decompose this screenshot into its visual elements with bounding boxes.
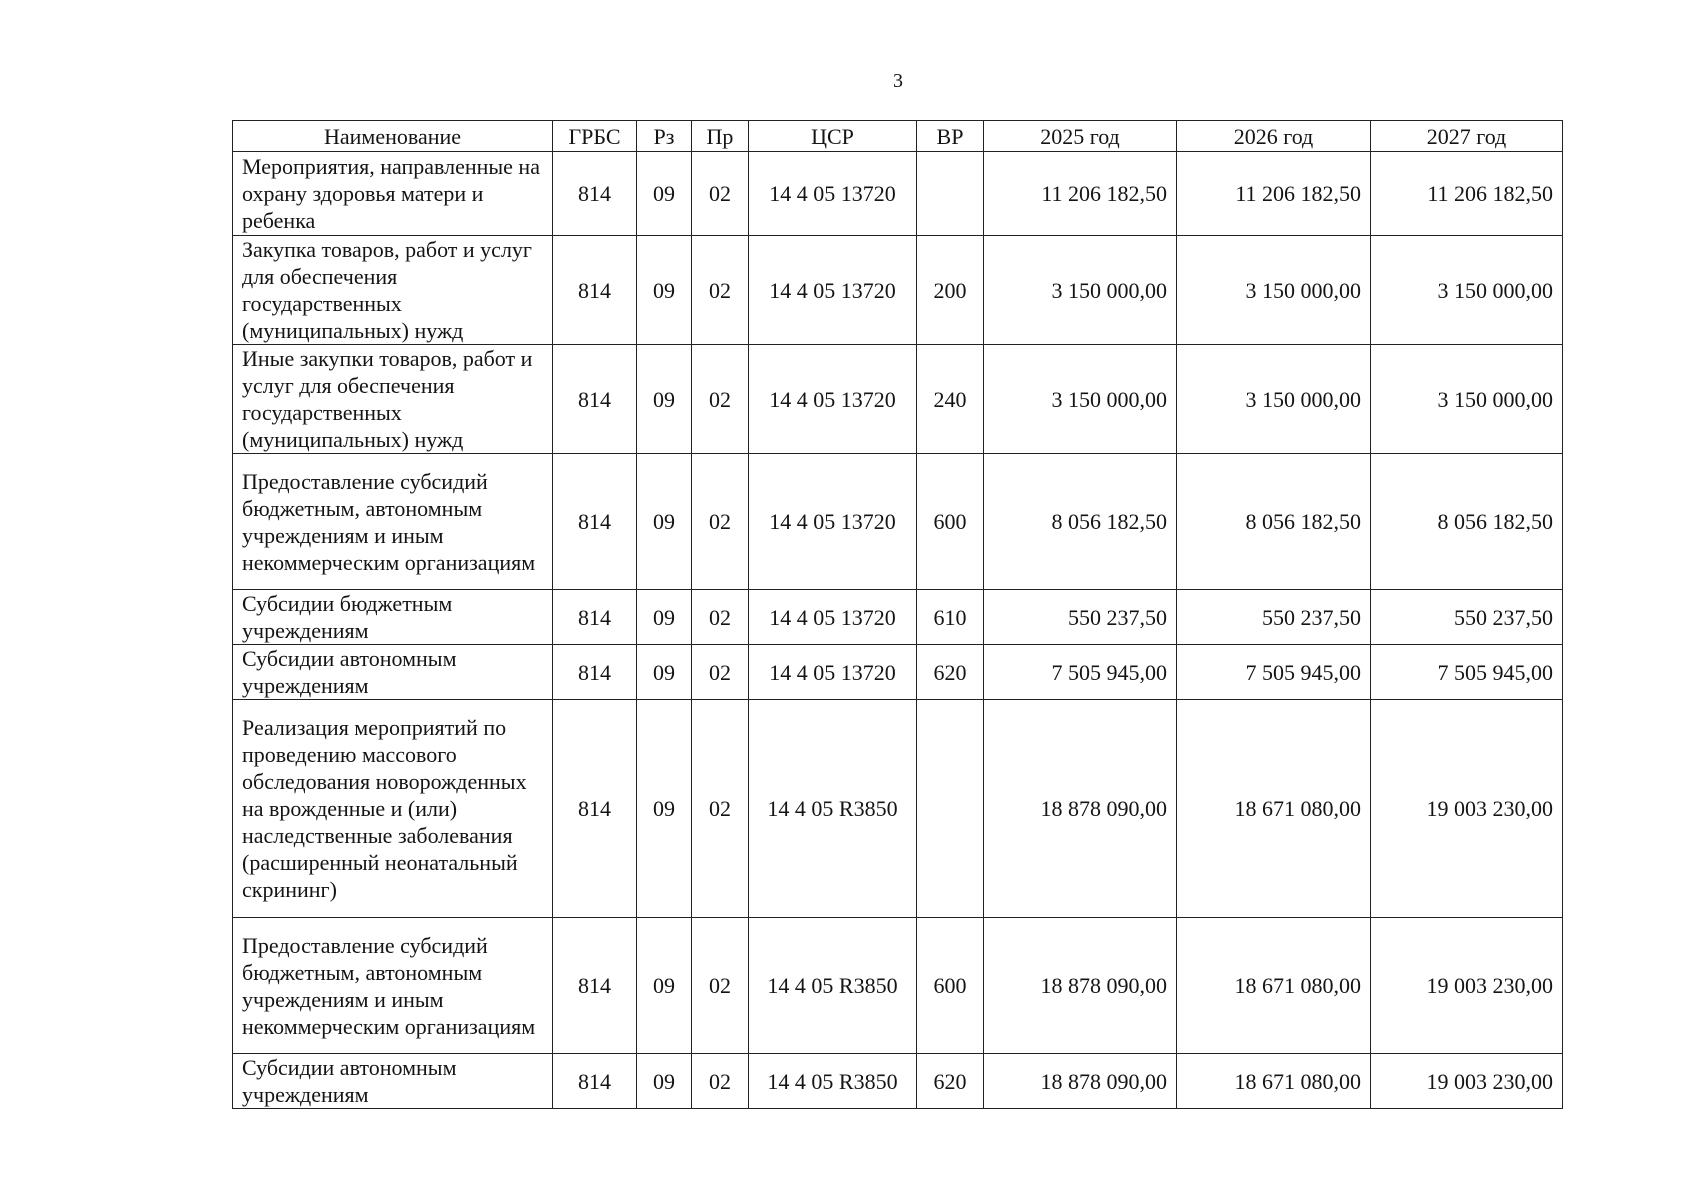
cell-2025: 18 878 090,00 <box>984 918 1177 1054</box>
cell-2026: 18 671 080,00 <box>1177 918 1371 1054</box>
table-row <box>233 152 1563 236</box>
cell-2026: 7 505 945,00 <box>1177 645 1371 700</box>
cell-2026: 3 150 000,00 <box>1177 236 1371 345</box>
cell-csr: 14 4 05 R3850 <box>749 1054 917 1109</box>
cell-rz: 09 <box>637 1054 692 1109</box>
cell-name: Реализация мероприятий по проведению массового обследования новорожденных на врожденные и (или) наследственные заболевания (расширенный неонатальный скрининг) <box>233 700 553 918</box>
cell-2027: 3 150 000,00 <box>1371 236 1563 345</box>
cell-2025: 3 150 000,00 <box>984 236 1177 345</box>
table-row <box>233 918 1563 1054</box>
header-csr: ЦСР <box>749 121 917 152</box>
cell-pr: 02 <box>692 590 749 645</box>
cell-2027: 19 003 230,00 <box>1371 918 1563 1054</box>
cell-2027: 8 056 182,50 <box>1371 454 1563 590</box>
table-row <box>233 236 1563 345</box>
cell-2025: 7 505 945,00 <box>984 645 1177 700</box>
cell-rz: 09 <box>637 645 692 700</box>
cell-pr: 02 <box>692 236 749 345</box>
cell-2025: 550 237,50 <box>984 590 1177 645</box>
header-pr: Пр <box>692 121 749 152</box>
cell-csr: 14 4 05 13720 <box>749 645 917 700</box>
cell-grbs: 814 <box>553 590 637 645</box>
table-row <box>233 1054 1563 1109</box>
cell-2027: 19 003 230,00 <box>1371 700 1563 918</box>
cell-2025: 8 056 182,50 <box>984 454 1177 590</box>
cell-csr: 14 4 05 R3850 <box>749 700 917 918</box>
cell-grbs: 814 <box>553 1054 637 1109</box>
cell-pr: 02 <box>692 345 749 454</box>
cell-vr <box>917 700 984 918</box>
cell-name: Субсидии автономным учреждениям <box>233 645 553 700</box>
cell-pr: 02 <box>692 1054 749 1109</box>
cell-name: Мероприятия, направленные на охрану здоровья матери и ребенка <box>233 152 553 236</box>
cell-2026: 8 056 182,50 <box>1177 454 1371 590</box>
cell-vr: 620 <box>917 645 984 700</box>
cell-grbs: 814 <box>553 700 637 918</box>
header-grbs: ГРБС <box>553 121 637 152</box>
header-vr: ВР <box>917 121 984 152</box>
table-row <box>233 345 1563 454</box>
header-2027: 2027 год <box>1371 121 1563 152</box>
cell-rz: 09 <box>637 700 692 918</box>
cell-pr: 02 <box>692 918 749 1054</box>
cell-pr: 02 <box>692 152 749 236</box>
cell-csr: 14 4 05 13720 <box>749 454 917 590</box>
cell-vr: 600 <box>917 454 984 590</box>
cell-grbs: 814 <box>553 345 637 454</box>
cell-rz: 09 <box>637 152 692 236</box>
cell-vr: 600 <box>917 918 984 1054</box>
cell-vr: 620 <box>917 1054 984 1109</box>
cell-csr: 14 4 05 13720 <box>749 345 917 454</box>
table-header-row <box>233 121 1563 152</box>
cell-csr: 14 4 05 R3850 <box>749 918 917 1054</box>
cell-name: Субсидии автономным учреждениям <box>233 1054 553 1109</box>
cell-rz: 09 <box>637 454 692 590</box>
cell-rz: 09 <box>637 236 692 345</box>
cell-2027: 11 206 182,50 <box>1371 152 1563 236</box>
table-row <box>233 645 1563 700</box>
cell-csr: 14 4 05 13720 <box>749 152 917 236</box>
cell-2026: 18 671 080,00 <box>1177 700 1371 918</box>
cell-grbs: 814 <box>553 454 637 590</box>
cell-2025: 3 150 000,00 <box>984 345 1177 454</box>
header-rz: Рз <box>637 121 692 152</box>
cell-2027: 19 003 230,00 <box>1371 1054 1563 1109</box>
cell-2027: 550 237,50 <box>1371 590 1563 645</box>
cell-2025: 11 206 182,50 <box>984 152 1177 236</box>
cell-name: Предоставление субсидий бюджетным, автономным учреждениям и иным некоммерческим организациям <box>233 918 553 1054</box>
cell-2026: 3 150 000,00 <box>1177 345 1371 454</box>
cell-2026: 11 206 182,50 <box>1177 152 1371 236</box>
header-name: Наименование <box>233 121 553 152</box>
cell-name: Иные закупки товаров, работ и услуг для обеспечения государственных (муниципальных) нужд <box>233 345 553 454</box>
table-row <box>233 590 1563 645</box>
table-row <box>233 454 1563 590</box>
cell-2026: 18 671 080,00 <box>1177 1054 1371 1109</box>
cell-grbs: 814 <box>553 645 637 700</box>
cell-pr: 02 <box>692 645 749 700</box>
cell-vr: 240 <box>917 345 984 454</box>
cell-rz: 09 <box>637 590 692 645</box>
cell-csr: 14 4 05 13720 <box>749 590 917 645</box>
page-number: 3 <box>893 70 903 92</box>
header-2025: 2025 год <box>984 121 1177 152</box>
cell-rz: 09 <box>637 345 692 454</box>
budget-table <box>232 120 1563 1109</box>
cell-vr: 610 <box>917 590 984 645</box>
cell-name: Предоставление субсидий бюджетным, автономным учреждениям и иным некоммерческим организациям <box>233 454 553 590</box>
cell-2026: 550 237,50 <box>1177 590 1371 645</box>
cell-rz: 09 <box>637 918 692 1054</box>
header-2026: 2026 год <box>1177 121 1371 152</box>
cell-2025: 18 878 090,00 <box>984 1054 1177 1109</box>
cell-name: Закупка товаров, работ и услуг для обеспечения государственных (муниципальных) нужд <box>233 236 553 345</box>
cell-name: Субсидии бюджетным учреждениям <box>233 590 553 645</box>
cell-pr: 02 <box>692 454 749 590</box>
cell-2025: 18 878 090,00 <box>984 700 1177 918</box>
table-row <box>233 700 1563 918</box>
cell-grbs: 814 <box>553 918 637 1054</box>
cell-vr <box>917 152 984 236</box>
cell-grbs: 814 <box>553 152 637 236</box>
cell-grbs: 814 <box>553 236 637 345</box>
cell-vr: 200 <box>917 236 984 345</box>
cell-csr: 14 4 05 13720 <box>749 236 917 345</box>
cell-2027: 7 505 945,00 <box>1371 645 1563 700</box>
cell-pr: 02 <box>692 700 749 918</box>
cell-2027: 3 150 000,00 <box>1371 345 1563 454</box>
